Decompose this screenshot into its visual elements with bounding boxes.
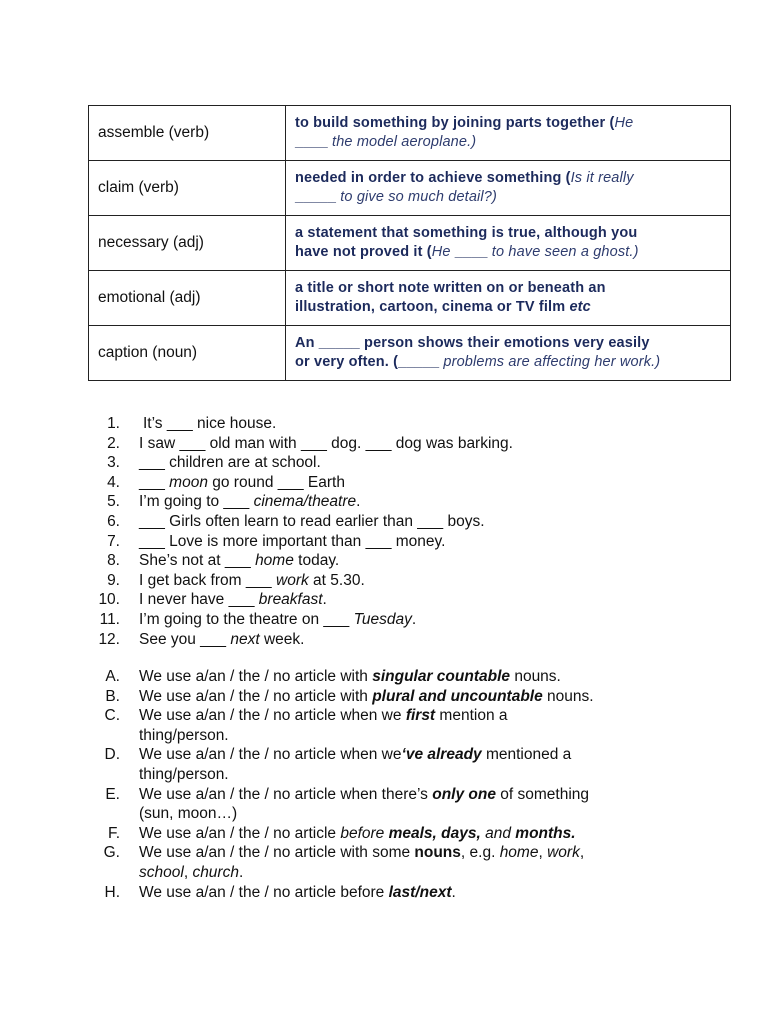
text-run: work [276,571,309,589]
text-run: school [139,863,184,881]
item-text [120,687,594,707]
item-text [120,551,339,571]
text-run: to have seen a ghost.) [487,244,639,260]
text-run: We use a/an / the / no article before [139,883,389,901]
text-run: last/next [388,883,452,901]
text-run: . [356,493,361,511]
text-run: Is it really [570,170,634,186]
text-run: work [547,844,580,862]
text-run: of something [495,785,590,803]
text-run: etc [569,299,591,315]
text-run: breakfast [258,591,323,609]
vocab-row [89,271,731,326]
item-number: F. [107,824,120,842]
item-number: B. [105,687,120,705]
sentence-item [88,492,513,512]
item-text [120,610,416,630]
item-number: H. [104,883,120,901]
item-number: 12. [98,630,120,648]
text-run: _____ [295,189,337,205]
text-run: mention a [435,707,508,725]
text-run: ___ children are at school. [139,454,321,472]
text-run: Tuesday [353,610,412,628]
rule-item [88,687,688,707]
item-text [120,590,327,610]
vocab-definition [286,161,731,216]
text-run: We use a/an / the / no article with some [139,844,415,862]
vocab-row [89,161,731,216]
sentence-item [88,590,513,610]
item-number: 6. [107,512,120,530]
text-run: to give so much detail?) [336,189,497,205]
text-run: moon [169,473,208,491]
rule-item [88,824,688,844]
text-run: We use a/an / the / no article with [139,668,373,685]
text-run: ____ [295,134,328,150]
rule-item [88,785,688,824]
item-text [120,630,304,650]
vocab-definition [286,106,731,161]
rule-item [88,745,688,784]
text-run: We use a/an / the / no article with [139,687,373,705]
sentence-item [88,453,513,473]
item-text [120,512,485,532]
text-run: before [340,824,385,842]
item-text [120,745,571,784]
text-run: . [322,591,327,609]
item-number: E. [105,785,120,803]
item-text [120,843,584,882]
sentence-item [88,571,513,591]
text-run: ‘ve already [401,746,482,764]
text-run: We use a/an / the / no article [139,824,341,842]
rule-item [88,706,688,745]
item-number: 7. [107,532,120,550]
sentence-item [88,532,513,552]
text-run: He [431,244,455,260]
text-run: See you ___ [139,630,231,648]
item-text [120,434,513,454]
item-text [120,824,576,844]
text-run: I saw ___ old man with ___ dog. ___ dog was barking. [139,434,513,452]
text-run: thing/person. [139,765,229,783]
text-run: nouns [414,844,461,862]
vocab-word: emotional (adj) [89,271,286,326]
item-text [120,473,345,493]
rule-item [88,843,688,882]
text-run: week. [259,630,305,648]
item-number: 9. [107,571,120,589]
text-run: I get back from ___ [139,571,276,589]
rule-item [88,883,688,903]
text-run: It’s ___ nice house. [143,415,277,432]
item-number: 2. [107,434,120,452]
text-run: He [614,115,634,131]
vocab-definition [286,326,731,381]
sentence-item [88,551,513,571]
item-number: 8. [107,552,120,570]
text-run: at 5.30. [308,571,365,589]
item-number: D. [104,746,120,764]
rule-list [88,667,688,902]
sentence-item [88,434,513,454]
vocab-word: claim (verb) [89,161,286,216]
item-text [120,706,508,745]
text-run: We use a/an / the / no article when we [139,707,406,725]
item-number: 5. [107,493,120,511]
text-run: We use a/an / the / no article when we [139,746,402,764]
text-run: or very often. (_____ [295,354,444,370]
item-number: G. [103,844,120,862]
item-text [120,883,456,903]
vocab-definition [286,216,731,271]
sentence-item [88,414,513,434]
text-run: home [499,844,539,862]
text-run: . [451,883,456,901]
text-run: and [485,824,511,842]
item-number: C. [104,707,120,725]
text-run: ___ [139,473,170,491]
text-run: , [579,844,585,862]
text-run: She’s not at ___ [139,552,256,570]
item-text [120,453,321,473]
vocab-row [89,326,731,381]
item-text [120,492,360,512]
text-run: ___ Girls often learn to read earlier than ___ boys. [139,512,485,530]
text-run: a statement that something is true, although you [295,225,638,241]
text-run: plural and uncountable [372,687,543,705]
text-run: , [538,844,548,862]
text-run: , e.g. [460,844,500,862]
text-run: only one [432,785,496,803]
item-number: 4. [107,473,120,491]
text-run: mentioned a [481,746,572,764]
vocab-row [89,106,731,161]
item-text [120,571,365,591]
rule-item [88,667,688,687]
text-run: . [411,610,417,628]
text-run: next [230,630,260,648]
text-run: singular countable [372,668,511,685]
text-run: home [255,552,294,570]
text-run: months. [515,824,576,842]
item-text [120,667,561,687]
item-text [120,785,589,824]
text-run: today. [293,552,340,570]
item-number: 1. [107,415,120,432]
vocab-word: assemble (verb) [89,106,286,161]
text-run: ___ Love is more important than ___ money. [139,532,446,550]
text-run: go round ___ Earth [207,473,345,491]
vocab-word: caption (noun) [89,326,286,381]
vocab-word: necessary (adj) [89,216,286,271]
text-run: illustration, cartoon, cinema or TV film [295,299,570,315]
text-run: nouns. [542,687,594,705]
vocabulary-table [88,105,731,381]
item-number: A. [105,668,120,685]
text-run: thing/person. [139,726,229,744]
text-run: . [238,863,244,881]
text-run: to build something by joining parts together ( [295,115,615,131]
text-run: I’m going to the theatre on ___ [139,610,354,628]
text-run: An _____ person shows their emotions very easily [295,335,650,351]
text-run: I’m going to ___ [139,493,254,511]
sentence-list [88,414,513,649]
text-run: have not proved it ( [295,244,432,260]
text-run: first [405,707,436,725]
item-number: 11. [99,610,120,628]
text-run: problems are affecting her work.) [443,354,661,370]
text-run: ____ [454,244,488,260]
text-run: cinema/theatre [253,493,357,511]
text-run: meals, days, [388,824,481,842]
text-run: (sun, moon…) [139,805,238,823]
sentence-item [88,512,513,532]
vocab-row [89,216,731,271]
sentence-item [88,473,513,493]
text-run: I never have ___ [139,591,259,609]
text-run: nouns. [510,668,561,685]
text-run: a title or short note written on or beneath an [295,280,606,296]
vocab-definition [286,271,731,326]
text-run: We use a/an / the / no article when there’s [139,785,433,803]
item-text [120,532,445,552]
sentence-item [88,630,513,650]
item-number: 10. [98,591,120,609]
text-run: , [183,863,193,881]
item-text [120,414,276,434]
text-run: the model aeroplane.) [327,134,477,150]
item-number: 3. [107,454,120,472]
text-run: needed in order to achieve something ( [295,170,571,186]
text-run: church [192,863,239,881]
sentence-item [88,610,513,630]
